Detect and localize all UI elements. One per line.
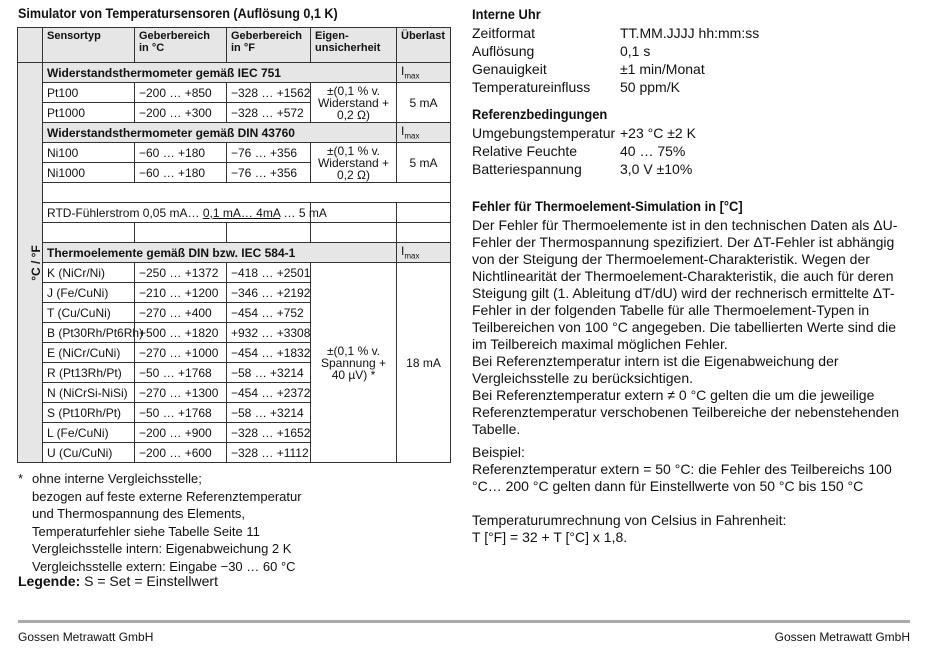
range-f: −454 … +2372 [227,383,311,403]
range-f: −328 … +1562 [227,83,311,103]
empty-cell [397,203,451,223]
overload-value: 5 mA [397,83,451,123]
range-c: −60 … +180 [135,163,227,183]
legend-label: Legende: [18,573,81,589]
range-f: −76 … +356 [227,143,311,163]
spec-row: Zeitformat TT.MM.JJJJ hh:mm:ss [472,25,760,41]
header-range-c: Geberbereich in °C [135,28,227,63]
footer-left: Gossen Metrawatt GmbH [18,630,154,644]
range-f: −346 … +2192 [227,283,311,303]
sensor-type: U (Cu/CuNi) [43,443,135,463]
sensor-type: N (NiCrSi-NiSi) [43,383,135,403]
overload-value: 5 mA [397,143,451,183]
table-row [18,263,451,283]
imax-label: $I_{max}$ [397,63,451,83]
sensor-type: Pt100 [43,83,135,103]
conversion-formula: T [°F] = 32 + T [°C] x 1,8. [472,529,628,545]
range-c: −200 … +600 [135,443,227,463]
range-c: −50 … +1768 [135,403,227,423]
legend-text: S = Set = Einstellwert [80,573,218,589]
header-range-f: Geberbereich in °F [227,28,311,63]
overload-value: 18 mA [397,263,451,463]
range-c: +500 … +1820 [135,323,227,343]
footnote-line: Temperaturfehler siehe Tabelle Seite 11 [32,523,260,539]
footer-right: Gossen Metrawatt GmbH [774,630,910,644]
sensor-type: K (NiCr/Ni) [43,263,135,283]
range-c: −200 … +300 [135,103,227,123]
header-corner [18,28,43,63]
spec-row: Auflösung 0,1 s [472,43,651,59]
empty-cell [227,223,311,243]
example-text: Referenztemperatur extern = 50 °C: die Fehler des Teilbereichs 100 °C… 200 °C gelten dann für Einstellwerte von 50 °C bis 150 °C [472,461,892,494]
spec-row: Batteriespannung 3,0 V ±10% [472,161,693,177]
section-heading-rtd-iec: Widerstandsthermometer gemäß IEC 751 [43,63,397,83]
section-heading-thermocouple: Thermoelemente gemäß DIN bzw. IEC 584-1 [43,243,397,263]
footnote-line: ohne interne Vergleichsstelle; [32,471,202,486]
range-c: −270 … +400 [135,303,227,323]
spec-row: Relative Feuchte 40 … 75% [472,143,686,159]
sensor-type: T (Cu/CuNi) [43,303,135,323]
unit-side-label: °C / °F [28,244,43,281]
rtd-current-text: RTD-Fühlerstrom 0,05 mA… 0,1 mA… 4mA … 5 mA [43,203,311,223]
conversion-title: Temperaturumrechnung von Celsius in Fahrenheit: [472,512,787,528]
spec-row: Temperatureinfluss 50 ppm/K [472,79,680,95]
footnote-line: Vergleichsstelle intern: Eigenabweichung 2 K [32,541,292,556]
empty-cell [311,223,397,243]
uncertainty-value: ±(0,1 % v. Widerstand + 0,2 Ω) [311,143,397,183]
range-f: −454 … +752 [227,303,311,323]
section-row-rtd-din [18,123,451,143]
legend [18,573,218,589]
range-f: −454 … +1832 [227,343,311,363]
sensor-simulator-table [17,27,451,463]
range-f: +932 … +3308 [227,323,311,343]
empty-row [18,223,451,243]
section-row-rtd-iec [18,63,451,83]
right-column [472,6,912,546]
sensor-type: Ni100 [43,143,135,163]
section-row-thermocouple [18,243,451,263]
range-f: −58 … +3214 [227,363,311,383]
footnote-line: Vergleichsstelle extern: Eingabe −30 … 60 °C [32,558,296,574]
range-c: −270 … +1000 [135,343,227,363]
tc-error-heading: Fehler für Thermoelement-Simulation in [°C] [472,198,743,214]
uncertainty-value: ±(0,1 % v. Spannung + 40 µV) * [311,263,397,463]
range-c: −50 … +1768 [135,363,227,383]
empty-cell [43,183,451,203]
sensor-type: J (Fe/CuNi) [43,283,135,303]
sensor-type: Ni1000 [43,163,135,183]
uncertainty-value: ±(0,1 % v. Widerstand + 0,2 Ω) [311,83,397,123]
sensor-type: E (NiCr/CuNi) [43,343,135,363]
range-c: −270 … +1300 [135,383,227,403]
page-title: Simulator von Temperatursensoren (Auflösung 0,1 K) [18,5,338,21]
empty-cell [43,223,135,243]
empty-row [18,183,451,203]
range-c: −250 … +1372 [135,263,227,283]
tc-error-paragraph: Der Fehler für Thermoelemente ist in den technischen Daten als ΔU-Fehler der Thermospannung spezifiziert. Der ΔT-Fehler ist abhängig von der Steigung der Thermoelement-Charakteristik. Wegen der Nichtlinearität der Thermoelement-Charakteristik, die auch für deren Steigung gilt (1. Ableitung dT/dU) wird der rechnerisch ermittelte ΔT-Fehler in der folgenden Tabelle für alle Thermoelement-Typen in Teilbereichen von 100 °C angegeben. Die tabellierten Werte sind die im Teilbereich maximal möglichen Fehler. [472,217,898,352]
tc-error-paragraph: Bei Referenztemperatur extern ≠ 0 °C gelten die um die jeweilige Referenztemperatur verschobenen Teilbereiche der nebenstehenden Tabelle. [472,387,900,437]
sensor-type: L (Fe/CuNi) [43,423,135,443]
footnote-line: bezogen auf feste externe Referenztemperatur [32,488,302,504]
sensor-type: Pt1000 [43,103,135,123]
reference-heading: Referenzbedingungen [472,106,608,122]
range-c: −200 … +850 [135,83,227,103]
header-overload: Überlast [397,28,451,63]
spec-row: Genauigkeit ±1 min/Monat [472,61,705,77]
range-f: −76 … +356 [227,163,311,183]
example-label: Beispiel: [472,444,525,460]
imax-label: $I_{max}$ [397,243,451,263]
footnote-marker: * [18,471,24,486]
range-c: −210 … +1200 [135,283,227,303]
table-header-row [18,28,451,63]
clock-heading: Interne Uhr [472,6,541,22]
range-f: −328 … +1112 [227,443,311,463]
header-uncertainty: Eigen-unsicherheit [311,28,397,63]
tc-error-paragraph: Bei Referenztemperatur intern ist die Eigenabweichung der Vergleichsstelle zu berücksichtigen. [472,353,839,386]
sensor-type: S (Pt10Rh/Pt) [43,403,135,423]
empty-cell [135,223,227,243]
table-row [18,143,451,163]
range-f: −58 … +3214 [227,403,311,423]
imax-label: $I_{max}$ [397,123,451,143]
range-c: −200 … +900 [135,423,227,443]
sensor-type: B (Pt30Rh/Pt6Rh) [43,323,135,343]
empty-cell [397,223,451,243]
section-heading-rtd-din: Widerstandsthermometer gemäß DIN 43760 [43,123,397,143]
unit-side-cell [18,63,43,463]
spec-row: Umgebungstemperatur +23 °C ±2 K [472,125,696,141]
range-f: −418 … +2501 [227,263,311,283]
table-row [18,83,451,103]
footnote-line: und Thermospannung des Elements, [32,506,245,521]
range-f: −328 … +572 [227,103,311,123]
range-f: −328 … +1652 [227,423,311,443]
rtd-current-row [18,203,451,223]
header-sensortyp: Sensortyp [43,28,135,63]
range-c: −60 … +180 [135,143,227,163]
footnote [18,470,302,575]
sensor-type: R (Pt13Rh/Pt) [43,363,135,383]
footer-divider [18,620,910,623]
